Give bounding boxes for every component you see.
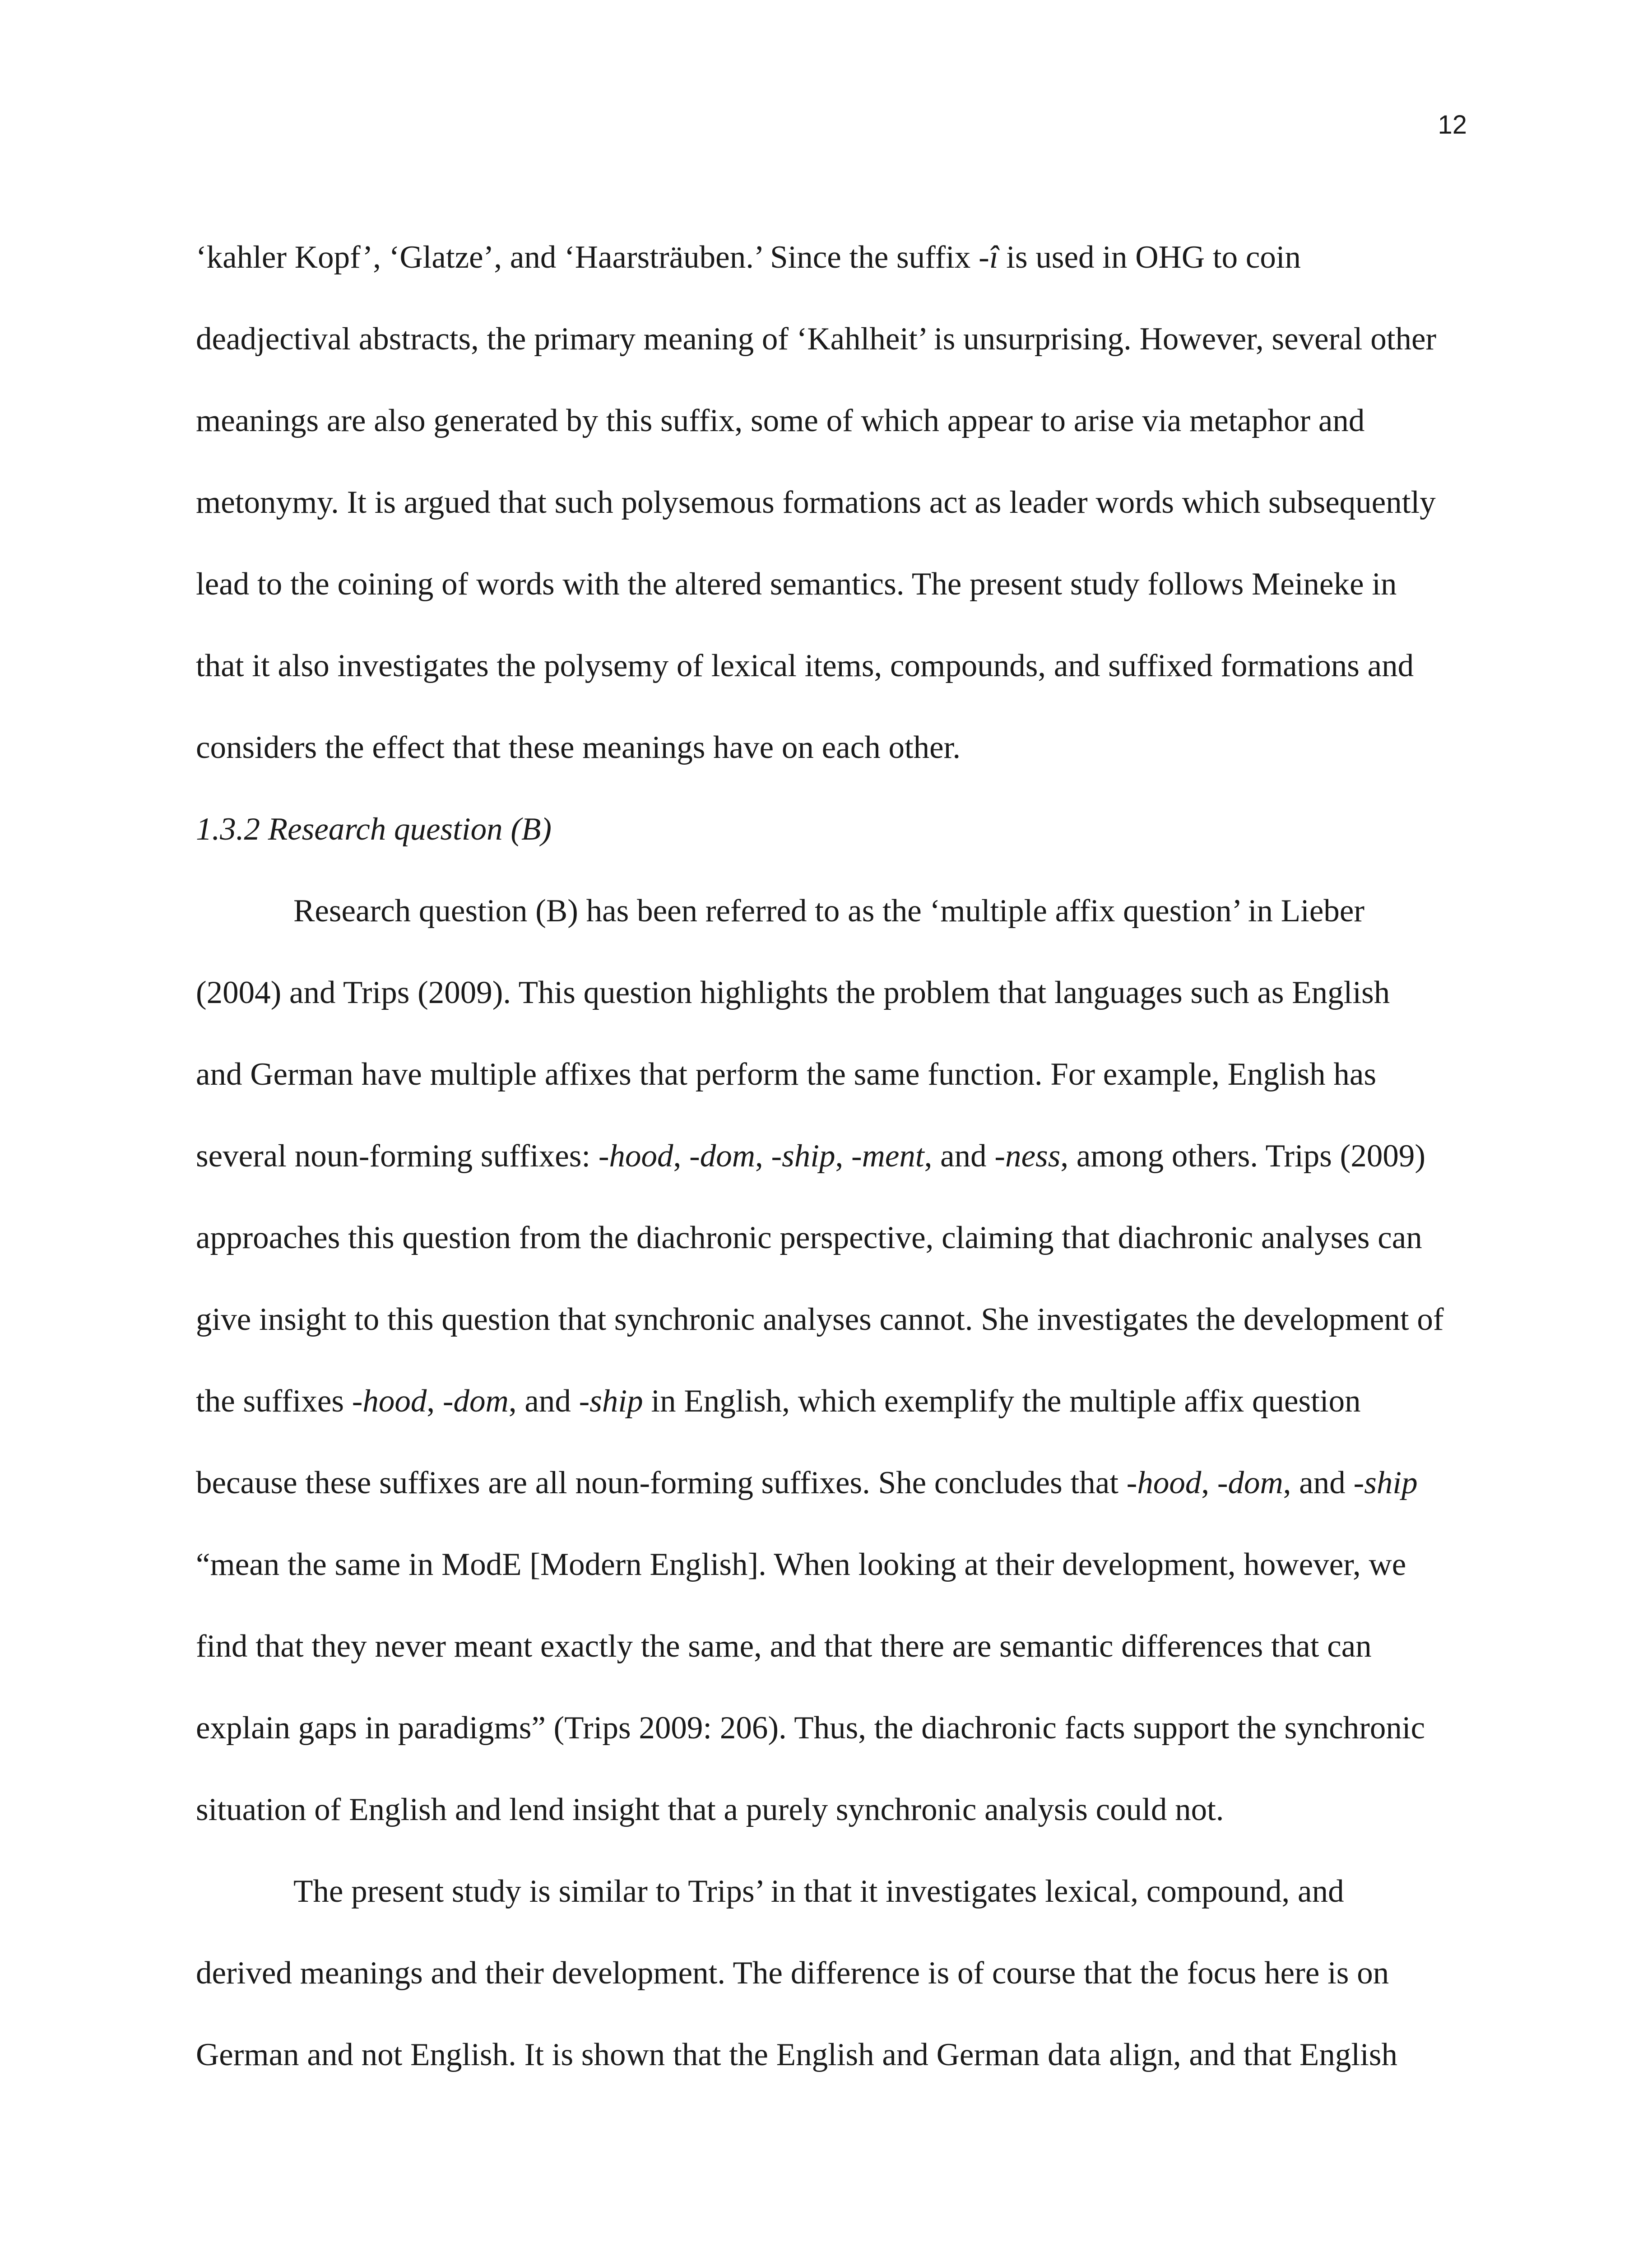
- text-segment: , among others. Trips (2009): [1060, 1138, 1425, 1174]
- text-line: [196, 1442, 1460, 1524]
- text-line: considers the effect that these meanings have on each other.: [196, 730, 961, 765]
- text-segment: the suffixes: [196, 1384, 352, 1419]
- text-segment: ,: [755, 1138, 771, 1174]
- text-segment: because these suffixes are all noun-forming suffixes. She concludes that: [196, 1465, 1127, 1500]
- suffix-term: -dom: [1217, 1465, 1283, 1500]
- text-line: [196, 1361, 1460, 1442]
- text-segment: ,: [835, 1138, 851, 1174]
- text-segment: in English, which exemplify the multiple affix question: [643, 1384, 1361, 1419]
- text-segment: ,: [673, 1138, 690, 1174]
- paragraph: [196, 870, 1460, 1851]
- suffix-term: -ship: [579, 1384, 643, 1419]
- text-segment: , and: [508, 1384, 579, 1419]
- suffix-term: -hood: [352, 1384, 427, 1419]
- text-line: “mean the same in ModE [Modern English]. When looking at their development, however, we: [196, 1547, 1406, 1582]
- suffix-term: -hood: [1126, 1465, 1202, 1500]
- text-segment: several noun-forming suffixes:: [196, 1138, 599, 1174]
- suffix-term: -î: [979, 240, 998, 275]
- text-line: German and not English. It is shown that the English and German data align, and that English: [196, 2037, 1397, 2072]
- text-line: [196, 217, 1460, 298]
- text-line: find that they never meant exactly the same, and that there are semantic differences that can: [196, 1629, 1372, 1664]
- suffix-term: -dom: [689, 1138, 755, 1174]
- text-line: Research question (B) has been referred to as the ‘multiple affix question’ in Lieber: [293, 893, 1365, 929]
- suffix-term: -dom: [442, 1384, 509, 1419]
- section-heading: 1.3.2 Research question (B): [196, 812, 552, 847]
- text-segment: is used in OHG to coin: [998, 240, 1301, 275]
- paragraph: [196, 1851, 1460, 2096]
- text-line: deadjectival abstracts, the primary meaning of ‘Kahlheit’ is unsurprising. However, several other: [196, 321, 1437, 357]
- text-segment: , and: [924, 1138, 995, 1174]
- suffix-term: -hood: [598, 1138, 673, 1174]
- suffix-term: -ness: [994, 1138, 1061, 1174]
- text-segment: ,: [427, 1384, 443, 1419]
- text-line: approaches this question from the diachronic perspective, claiming that diachronic analyses can: [196, 1220, 1422, 1255]
- text-line: that it also investigates the polysemy of lexical items, compounds, and suffixed formations and: [196, 648, 1414, 683]
- suffix-term: -ment: [851, 1138, 924, 1174]
- text-line: The present study is similar to Trips’ in that it investigates lexical, compound, and: [293, 1874, 1344, 1909]
- text-segment: ,: [1201, 1465, 1217, 1500]
- text-line: lead to the coining of words with the altered semantics. The present study follows Meineke in: [196, 567, 1397, 602]
- text-line: give insight to this question that synchronic analyses cannot. She investigates the development of: [196, 1302, 1444, 1337]
- text-line: and German have multiple affixes that perform the same function. For example, English has: [196, 1057, 1377, 1092]
- text-line: metonymy. It is argued that such polysemous formations act as leader words which subsequently: [196, 485, 1436, 520]
- page-number: 12: [1438, 110, 1467, 139]
- text-segment: , and: [1283, 1465, 1354, 1500]
- paragraph-continuation: [196, 217, 1460, 789]
- text-segment: ‘kahler Kopf’, ‘Glatze’, and ‘Haarsträuben.’ Since the suffix: [196, 240, 979, 275]
- suffix-term: -ship: [771, 1138, 835, 1174]
- text-line: meanings are also generated by this suffix, some of which appear to arise via metaphor and: [196, 403, 1365, 438]
- suffix-term: -ship: [1353, 1465, 1418, 1500]
- body-text: [196, 217, 1460, 2096]
- text-line: (2004) and Trips (2009). This question highlights the problem that languages such as English: [196, 975, 1390, 1010]
- text-line: derived meanings and their development. The difference is of course that the focus here is on: [196, 1955, 1389, 1991]
- text-line: explain gaps in paradigms” (Trips 2009: 206). Thus, the diachronic facts support the synchronic: [196, 1710, 1425, 1746]
- text-line: situation of English and lend insight that a purely synchronic analysis could not.: [196, 1792, 1224, 1827]
- text-line: [196, 1115, 1460, 1197]
